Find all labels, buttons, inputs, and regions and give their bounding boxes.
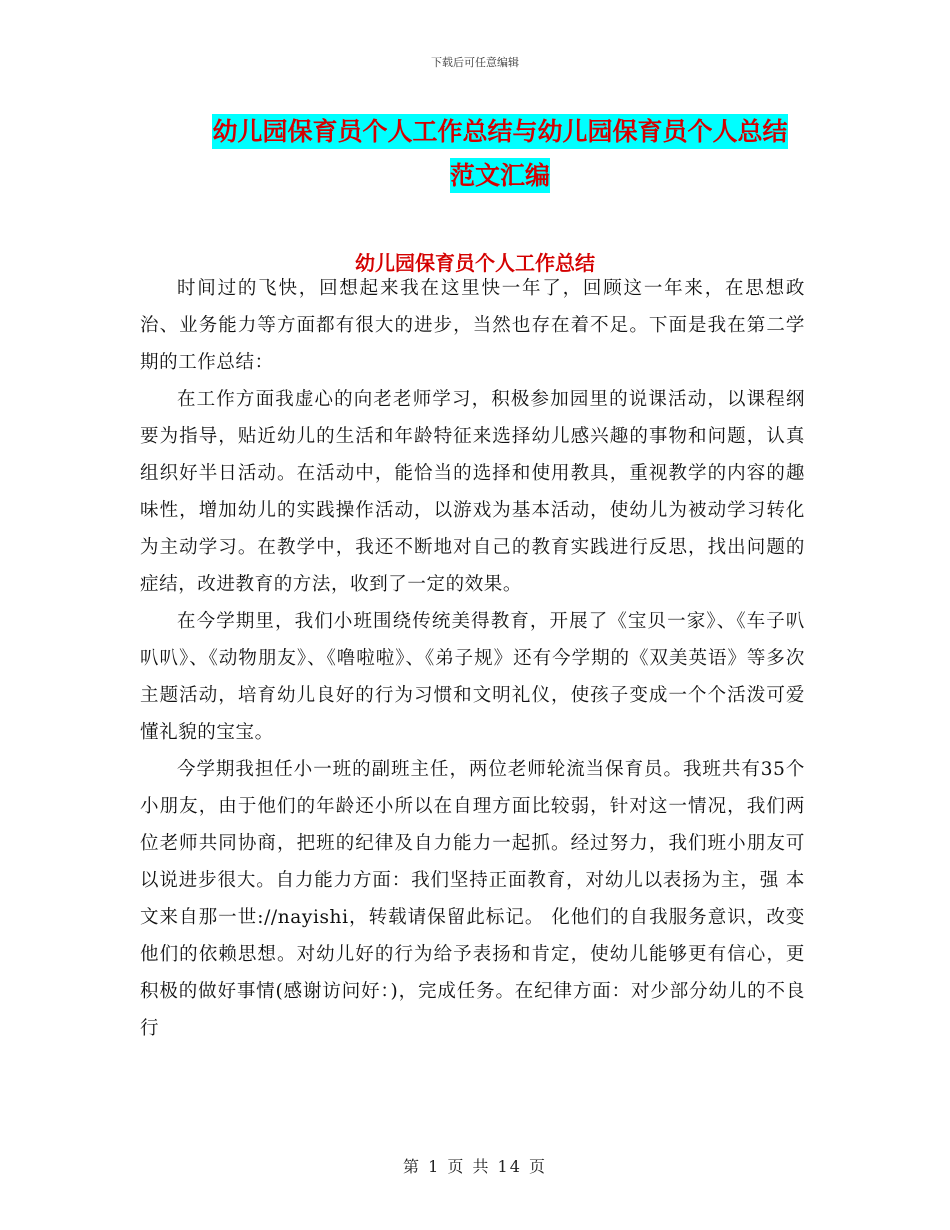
document-title [150,110,850,198]
document-title-line-1: 幼儿园保育员个人工作总结与幼儿园保育员个人总结 [212,114,787,149]
paragraph: 今学期我担任小一班的副班主任，两位老师轮流当保育员。我班共有35个小朋友，由于他们的年龄还小所以在自理方面比较弱，针对这一情况，我们两位老师共同协商，把班的纪律及自力能力一起抓。经过努力，我们班小朋友可以说进步很大。自力能力方面：我们坚持正面教育，对幼儿以表扬为主，强 本文来自那一世://nayishi，转载请保留此标记。 化他们的自我服务意识，改变他们的依赖思想。对幼儿好的行为给予表扬和肯定，使幼儿能够更有信心，更积极的做好事情(感谢访问好：)，完成任务。在纪律方面：对少部分幼儿的不良行 [140,759,805,1039]
section-title: 幼儿园保育员个人工作总结 [355,251,595,275]
paragraph: 在工作方面我虚心的向老老师学习，积极参加园里的说课活动，以课程纲要为指导，贴近幼儿的生活和年龄特征来选择幼儿感兴趣的事物和问题，认真组织好半日活动。在活动中，能恰当的选择和使用教具，重视教学的内容的趣味性，增加幼儿的实践操作活动，以游戏为基本活动，使幼儿为被动学习转化为主动学习。在教学中，我还不断地对自己的教育实践进行反思，找出问题的症结，改进教育的方法，收到了一定的效果。 [140,389,805,595]
document-body [140,270,805,1047]
page-number: 第 1 页 共 14 页 [403,1157,547,1176]
header-note: 下载后可任意编辑 [431,56,519,69]
paragraph: 在今学期里，我们小班围绕传统美得教育，开展了《宝贝一家》、《车子叭叭叭》、《动物朋友》、《噜啦啦》、《弟子规》还有今学期的《双美英语》等多次主题活动，培育幼儿良好的行为习惯和文明礼仪，使孩子变成一个个活泼可爱懂礼貌的宝宝。 [140,611,805,743]
paragraph: 时间过的飞快，回想起来我在这里快一年了，回顾这一年来，在思想政治、业务能力等方面都有很大的进步，当然也存在着不足。下面是我在第二学期的工作总结： [140,278,805,373]
document-title-line-2: 范文汇编 [450,158,550,193]
